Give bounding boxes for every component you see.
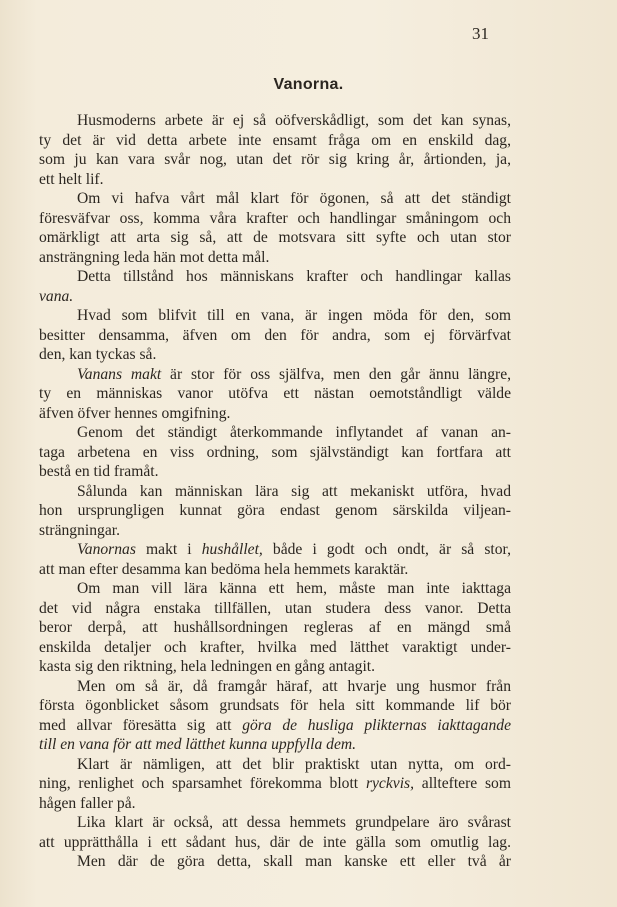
text-segment: är stor för oss själfva, men den går ännu längre,: [161, 365, 512, 383]
text-segment: kasta sig den riktning, hela ledningen en gång antagit.: [39, 658, 376, 675]
text-line: [39, 657, 511, 677]
text-line: [39, 326, 511, 346]
italic-segment: göra de husliga plikternas iakttagande: [242, 716, 511, 734]
text-segment: strängningar.: [39, 521, 120, 539]
text-line: [39, 423, 511, 443]
text-line: [39, 111, 511, 131]
text-segment: det vid några enstaka tillfällen, utan studera dess vanor. Detta: [39, 599, 511, 617]
text-segment: ty det är vid detta arbete inte ensamt fråga om en enskild dag,: [39, 131, 511, 149]
text-segment: Hvad som blifvit till en vana, är ingen möda för den, som: [77, 307, 511, 324]
text-line: [39, 618, 511, 638]
text-line: [39, 696, 511, 716]
text-line: [39, 384, 511, 404]
text-segment: beror derpå, att hushållsordningen regleras af en mängd små: [39, 619, 511, 636]
text-segment: hon ursprungligen kunnat göra endast genom särskilda viljean-: [39, 502, 511, 519]
text-line: [39, 228, 511, 248]
text-segment: besitter densamma, äfven om den för andra, som ej förvärfvat: [39, 326, 511, 344]
text-segment: ett helt lif.: [39, 170, 104, 188]
text-line: [39, 345, 511, 365]
text-line: [39, 774, 511, 794]
text-segment: Sålunda kan människan lära sig att mekaniskt utföra, hvad: [77, 482, 511, 500]
text-line: [39, 560, 511, 580]
text-segment: Men där de göra detta, skall man kanske ett eller två år: [77, 853, 511, 870]
text-segment: taga arbetena en viss ordning, som självständigt kan fortfara att: [39, 443, 511, 461]
text-segment: föresväfvar oss, komma våra krafter och handlingar småningom och: [39, 209, 511, 227]
text-line: [39, 131, 511, 151]
text-segment: Om man vill lära känna ett hem, måste man inte iakttaga: [77, 580, 511, 597]
text-line: [39, 404, 511, 424]
text-segment: den, kan tyckas så.: [39, 346, 157, 363]
text-segment: hågen faller på.: [39, 794, 136, 812]
italic-segment: Vanornas: [77, 541, 136, 558]
chapter-heading: Vanorna.: [273, 76, 344, 93]
text-line: [39, 209, 511, 229]
text-line: [39, 443, 511, 463]
text-segment: att man efter desamma kan bedöma hela hemmets karaktär.: [39, 560, 409, 578]
text-line: [39, 794, 511, 814]
text-segment: allteftere som: [414, 775, 511, 792]
text-segment: att upprätthålla i ett sådant hus, där de inte gälla som omutlig lag.: [39, 833, 511, 851]
text-segment: Lika klart är också, att dessa hemmets grundpelare äro svårast: [77, 814, 511, 831]
text-line: [39, 540, 511, 560]
text-line: [39, 150, 511, 170]
text-segment: Men om så är, då framgår häraf, att hvarje ung husmor från: [77, 677, 511, 695]
text-line: [39, 833, 511, 853]
text-line: [39, 579, 511, 599]
text-segment: första ögonblicket såsom grundsats för hela sitt kommande lif bör: [39, 697, 511, 714]
text-line: [39, 716, 511, 736]
text-line: [39, 501, 511, 521]
text-line: [39, 521, 511, 541]
italic-segment: vana.: [39, 287, 74, 305]
text-segment: Detta tillstånd hos människans krafter och handlingar kallas: [77, 268, 511, 285]
text-segment: som ju kan vara svår nog, utan det rör sig kring år, årtionden, ja,: [39, 151, 511, 168]
italic-segment: till en vana för att med lätthet kunna uppfylla dem.: [39, 736, 357, 753]
text-line: [39, 462, 511, 482]
text-line: [39, 189, 511, 209]
text-line: [39, 306, 511, 326]
text-segment: bestå en tid framåt.: [39, 463, 159, 480]
italic-segment: Vanans makt: [77, 365, 162, 383]
text-segment: enskilda detaljer och krafter, hvilka med lätthet varaktigt under-: [39, 638, 511, 656]
text-line: [39, 287, 511, 307]
text-segment: både i godt och ondt, är så stor,: [262, 541, 511, 558]
body-text: [39, 111, 511, 872]
text-line: [39, 852, 511, 872]
text-line: [39, 365, 511, 385]
text-segment: Genom det ständigt återkommande inflytandet af vanan an-: [77, 424, 511, 441]
italic-segment: ryckvis,: [365, 775, 414, 792]
text-line: [39, 755, 511, 775]
text-segment: Om vi hafva vårt mål klart för ögonen, så att det ständigt: [77, 190, 511, 207]
text-segment: ning, renlighet och sparsamhet förekomma blott: [39, 775, 366, 792]
text-line: [39, 248, 511, 268]
text-segment: ansträngning leda hän mot detta mål.: [39, 248, 270, 266]
text-line: [39, 599, 511, 619]
text-line: [39, 170, 511, 190]
text-segment: äfven öfver hennes omgifning.: [39, 404, 231, 422]
text-segment: makt i: [135, 541, 202, 558]
text-segment: ty en människas vanor utöfva ett nästan oemotståndligt välde: [39, 385, 511, 402]
text-line: [39, 482, 511, 502]
text-segment: omärkligt att arta sig så, att de motsvara sitt syfte och utan stor: [39, 229, 511, 246]
text-line: [39, 677, 511, 697]
page-number: 31: [472, 24, 489, 43]
text-line: [39, 735, 511, 755]
text-segment: med allvar föresätta sig att: [39, 716, 243, 734]
italic-segment: hushållet,: [201, 541, 263, 558]
text-line: [39, 638, 511, 658]
text-line: [39, 267, 511, 287]
text-segment: Klart är nämligen, att det blir praktiskt utan nytta, om ord-: [77, 755, 511, 773]
text-segment: Husmoderns arbete är ej så oöfverskådligt, som det kan synas,: [77, 112, 511, 129]
text-line: [39, 813, 511, 833]
